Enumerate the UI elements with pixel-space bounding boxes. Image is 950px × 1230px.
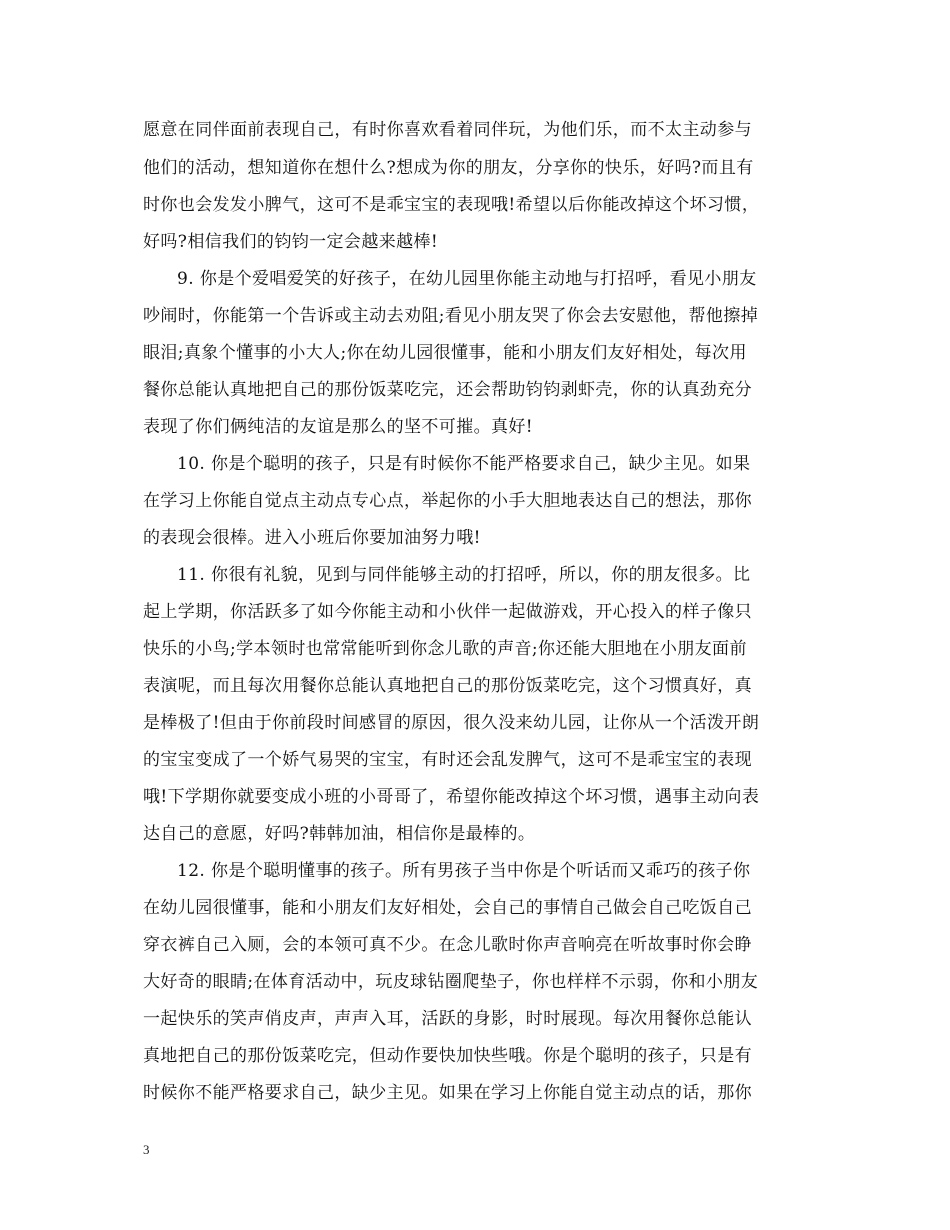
text-line: 的宝宝变成了一个娇气易哭的宝宝，有时还会乱发脾气，这可不是乖宝宝的表现 <box>143 750 752 770</box>
text-line: 真地把自己的那份饭菜吃完，但动作要快加快些哦。你是个聪明的孩子，只是有 <box>143 1046 752 1066</box>
text-line: 眼泪;真象个懂事的小大人;你在幼儿园很懂事，能和小朋友们友好相处，每次用 <box>143 343 747 363</box>
paragraph-12-first-line: 12. 你是个聪明懂事的孩子。所有男孩子当中你是个听话而又乖巧的孩子你 <box>177 861 751 881</box>
text-line: 时候你不能严格要求自己，缺少主见。如果在学习上你能自觉主动点的话，那你 <box>143 1083 752 1103</box>
text-line: 快乐的小鸟;学本领时也常常能听到你念儿歌的声音;你还能大胆地在小朋友面前 <box>143 639 747 659</box>
page-number: 3 <box>143 1142 150 1157</box>
text-line: 的表现会很棒。进入小班后你要加油努力哦! <box>143 528 481 548</box>
text-line: 在幼儿园很懂事，能和小朋友们友好相处，会自己的事情自己做会自己吃饭自己 <box>143 898 752 918</box>
text-line: 达自己的意愿，好吗?韩韩加油，相信你是最棒的。 <box>143 824 536 844</box>
text-line: 表现了你们俩纯洁的友谊是那么的坚不可摧。真好! <box>143 417 534 437</box>
text-line: 大好奇的眼睛;在体育活动中，玩皮球钻圈爬垫子，你也样样不示弱，你和小朋友 <box>143 972 759 992</box>
text-line: 是棒极了!但由于你前段时间感冒的原因，很久没来幼儿园，让你从一个活泼开朗 <box>143 713 760 733</box>
paragraph-9-first-line: 9. 你是个爱唱爱笑的好孩子，在幼儿园里你能主动地与打招呼，看见小朋友 <box>177 269 757 289</box>
text-line: 一起快乐的笑声俏皮声，声声入耳，活跃的身影，时时展现。每次用餐你总能认 <box>143 1009 752 1029</box>
text-line: 在学习上你能自觉点主动点专心点，举起你的小手大胆地表达自己的想法，那你 <box>143 491 752 511</box>
text-line: 吵闹时，你能第一个告诉或主动去劝阻;看见小朋友哭了你会去安慰他，帮他擦掉 <box>143 306 759 326</box>
text-line: 愿意在同伴面前表现自己，有时你喜欢看着同伴玩，为他们乐，而不太主动参与 <box>143 120 752 140</box>
text-line: 穿衣裤自己入厕，会的本领可真不少。在念儿歌时你声音响亮在听故事时你会睁 <box>143 935 752 955</box>
paragraph-10-first-line: 10. 你是个聪明的孩子，只是有时候你不能严格要求自己，缺少主见。如果 <box>177 454 751 474</box>
text-line: 时你也会发发小脾气，这可不是乖宝宝的表现哦!希望以后你能改掉这个坏习惯， <box>143 195 760 215</box>
text-line: 表演呢，而且每次用餐你总能认真地把自己的那份饭菜吃完，这个习惯真好，真 <box>143 676 752 696</box>
text-line: 餐你总能认真地把自己的那份饭菜吃完，还会帮助钧钧剥虾壳，你的认真劲充分 <box>143 380 752 400</box>
text-line: 他们的活动，想知道你在想什么?想成为你的朋友，分享你的快乐，好吗?而且有 <box>143 158 754 178</box>
text-line: 起上学期，你活跃多了如今你能主动和小伙伴一起做游戏，开心投入的样子像只 <box>143 602 752 622</box>
text-line: 哦!下学期你就要变成小班的小哥哥了，希望你能改掉这个坏习惯，遇事主动向表 <box>143 787 760 807</box>
text-line: 好吗?相信我们的钧钧一定会越来越棒! <box>143 232 439 252</box>
paragraph-11-first-line: 11. 你很有礼貌，见到与同伴能够主动的打招呼，所以，你的朋友很多。比 <box>177 565 751 585</box>
